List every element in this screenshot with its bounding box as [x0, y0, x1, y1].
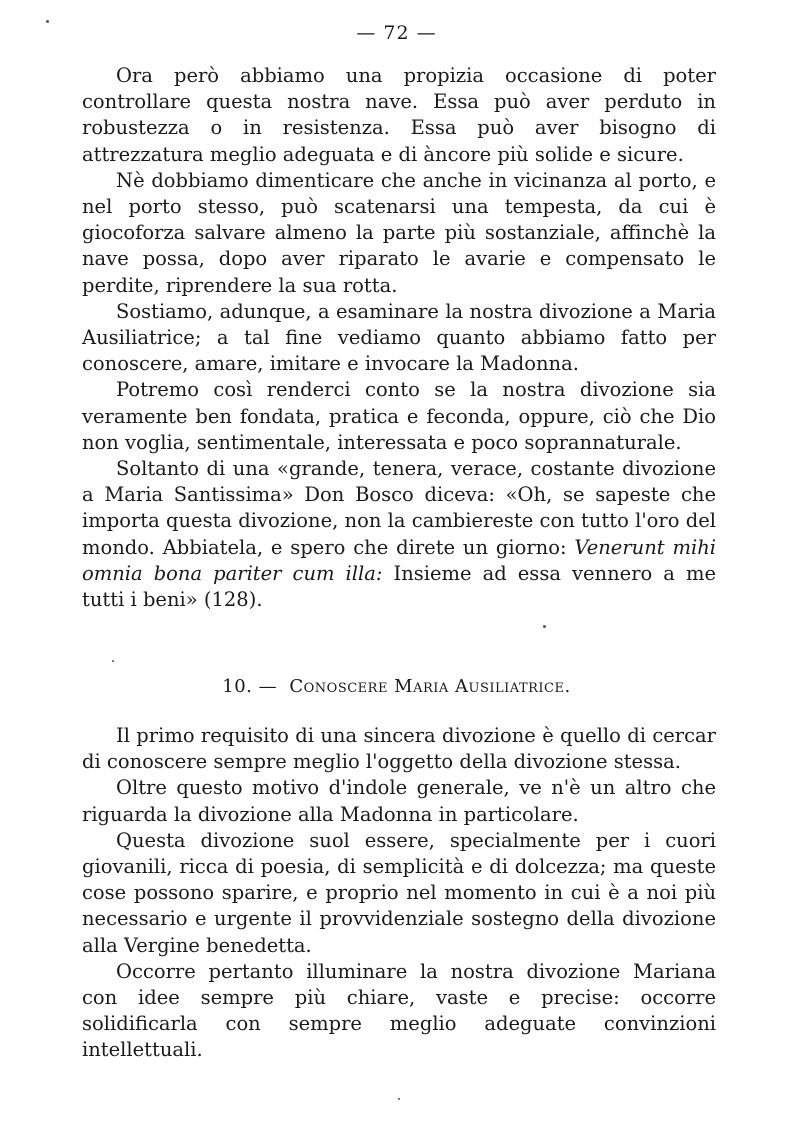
- section-paragraph-2: Oltre questo motivo d'indole generale, ve n'è un altro che riguarda la divozione alla Madonna in particolare.: [82, 776, 716, 826]
- section-text-block: [82, 723, 716, 1064]
- section-paragraph-3: Questa divozione suol essere, specialmente per i cuori giovanili, ricca di poesia, di semplicità e di dolcezza; ma queste cose possono sparire, e proprio nel momento in cui è a noi più necessario e urgente il provvidenziale sostegno della divozione alla Vergine benedetta.: [82, 828, 716, 957]
- quote-text-end: Insieme ad essa vennero a me tutti i beni» (128).: [82, 561, 717, 612]
- section-paragraph-4: Occorre pertanto illuminare la nostra divozione Mariana con idee sempre più chiare, vaste e precise: occorre solidificarla con sempre meglio adeguate convinzioni intellettuali.: [82, 959, 716, 1062]
- opening-text-block: [82, 63, 716, 613]
- page-number: — 72 —: [356, 22, 437, 44]
- paragraph-5: [82, 456, 716, 613]
- paragraph-1: Ora però abbiamo una propizia occasione di poter controllare questa nostra nave. Essa può aver perduto in robustezza o in resistenza. Essa può aver bisogno di attrezzatura meglio adeguata e di àncore più solide e sicure.: [82, 64, 716, 166]
- quote-text-start: Soltanto di una «grande, tenera, verace, costante divozione a Maria Santissima» Don Bosco diceva: «Oh, se sapeste che importa questa divozione, non la cambiereste con tutto l'oro del mondo. Abbiatela, e spero che direte un giorno:: [82, 457, 716, 559]
- paragraph-3: Sostiamo, adunque, a esaminare la nostra divozione a Maria Ausiliatrice; a tal fine vediamo quanto abbiamo fatto per conoscere, amare, imitare e invocare la Madonna.: [82, 299, 716, 376]
- section-number: 10. —: [222, 676, 278, 697]
- section-title: Conoscere Maria Ausiliatrice.: [289, 676, 571, 697]
- section-heading: [0, 676, 793, 697]
- print-speck: [398, 1098, 400, 1100]
- print-speck: [112, 660, 114, 662]
- print-speck: [46, 20, 49, 23]
- section-paragraph-1: Il primo requisito di una sincera divozione è quello di cercar di conoscere sempre meglio l'oggetto della divozione stessa.: [82, 724, 716, 774]
- latin-quote: Venerunt mihi omnia bona pariter cum illa:: [82, 535, 716, 585]
- paragraph-2: Nè dobbiamo dimenticare che anche in vicinanza al porto, e nel porto stesso, può scatenarsi una tempesta, da cui è giocoforza salvare almeno la parte più sostanziale, affinchè la nave possa, dopo aver riparato le avarie e compensato le perdite, riprendere la sua rotta.: [82, 168, 716, 297]
- paragraph-4: Potremo così renderci conto se la nostra divozione sia veramente ben fondata, pratica e feconda, oppure, ciò che Dio non voglia, sentimentale, interessata e poco soprannaturale.: [82, 378, 716, 454]
- print-speck: [543, 625, 546, 628]
